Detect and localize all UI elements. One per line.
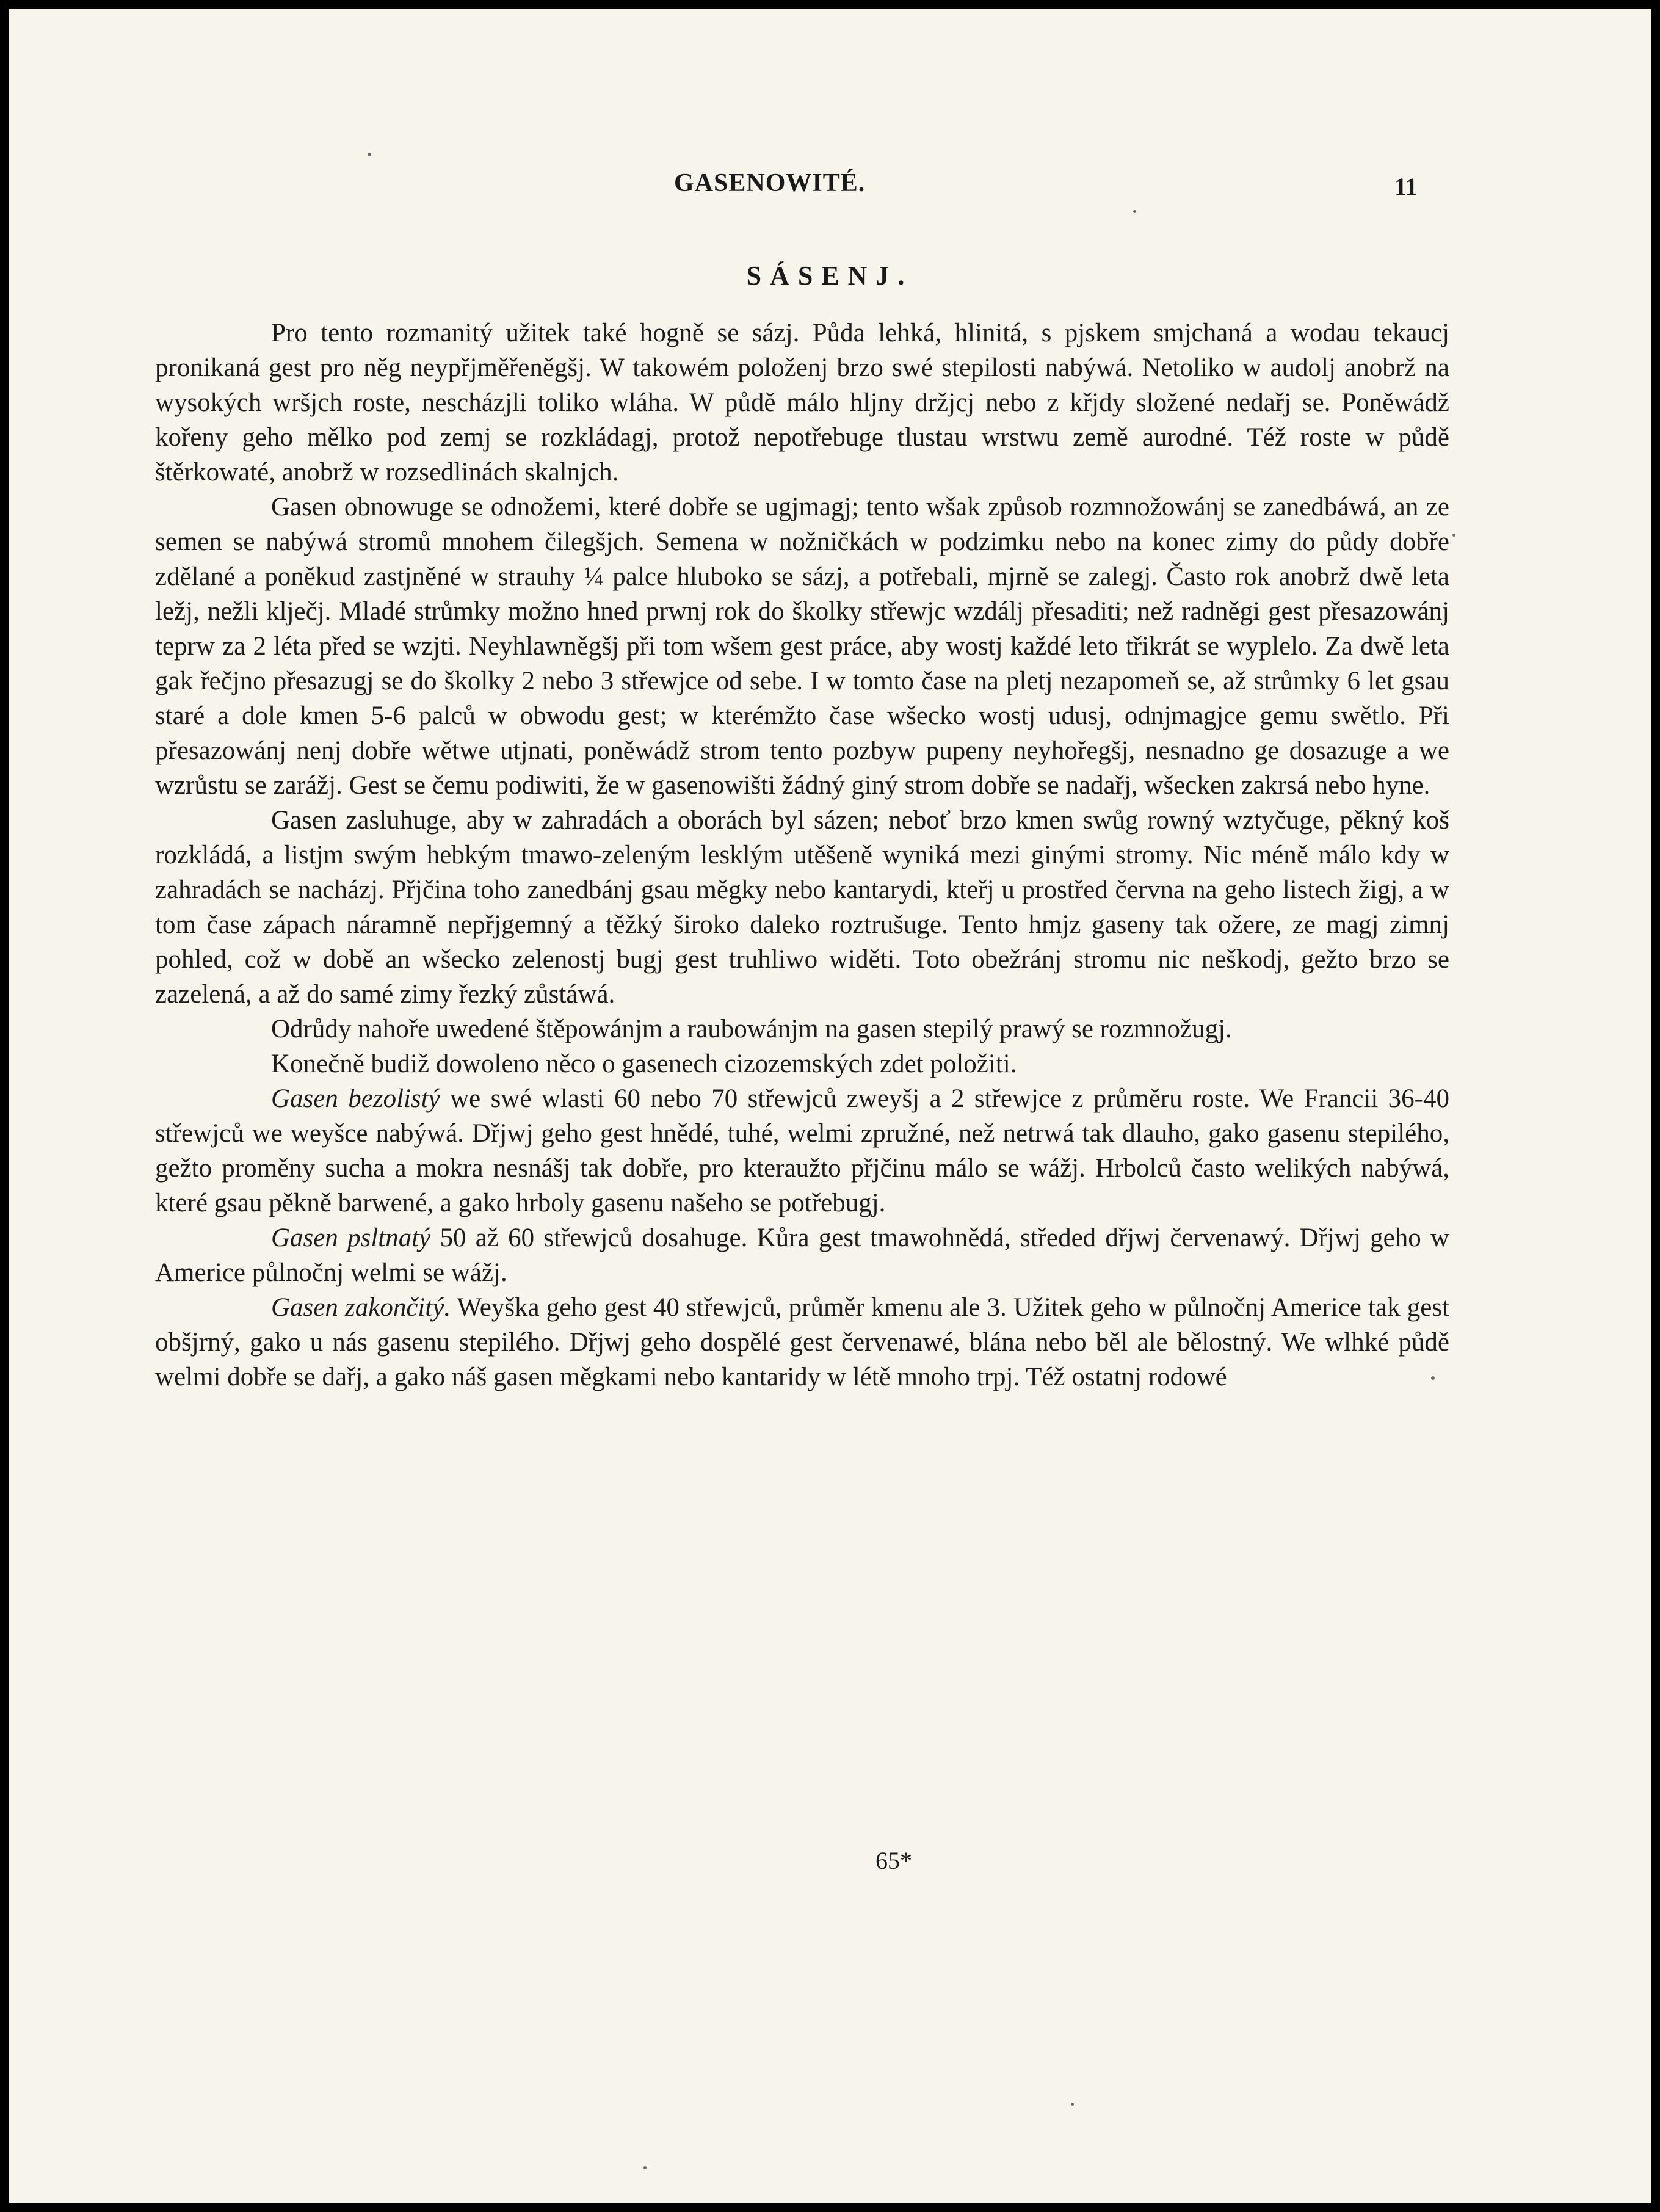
- paragraph-text: Konečně budiž dowoleno něco o gasenech cizozemských zdet položiti.: [271, 1050, 1017, 1078]
- paragraph: [155, 1012, 1449, 1046]
- page-header: [9, 169, 1651, 211]
- signature-mark: 65*: [875, 1847, 912, 1874]
- body-text: [155, 316, 1449, 1394]
- paragraph: [155, 490, 1449, 803]
- paragraph-lead: Gasen zakončitý.: [271, 1293, 451, 1322]
- paragraph: [155, 1290, 1449, 1394]
- scan-speck: [643, 2166, 647, 2169]
- paragraph-text: Odrůdy nahoře uwedené štěpowánjm a raubowánjm na gasen stepilý prawý se rozmnožugj.: [271, 1015, 1232, 1043]
- paragraph-text: Weyška geho gest 40 střewjců, průměr kmenu ale 3. Užitek geho w půlnočnj Americe tak gest obšjrný, gako u nás gasenu stepilého. Dřjwj geho dospělé gest červenawé, blána nebo běl ale bělostný. We wlhké půdě welmi dobře se dařj, a gako náš gasen měgkami nebo kantaridy w létě mnoho trpj. Též ostatnj rodowé: [155, 1293, 1449, 1391]
- paragraph-lead: Gasen bezolistý: [271, 1084, 440, 1113]
- paragraph-text: Gasen obnowuge se odnožemi, které dobře se ugjmagj; tento wšak způsob rozmnožowánj se zanedbáwá, an ze semen se nabýwá stromů mnohem čilegšjch. Semena w nožničkách w podzimku nebo na konec zimy do půdy dobře zdělané a poněkud zastjněné w strauhy ¼ palce hluboko se sázj, a potřebali, mjrně se zalegj. Často rok anobrž dwě leta ležj, nežli klječj. Mladé strůmky možno hned prwnj rok do školky střewjc wzdálj přesaditi; než radněgi gest přesazowánj teprw za 2 léta před se wzjti. Neyhlawněgšj při tom wšem gest práce, aby wostj každé leto třikrát se wyplelo. Za dwě leta gak řečjno přesazugj se do školky 2 nebo 3 střewjce od sebe. I w tomto čase na pletj nezapomeň se, až strůmky 6 let gsau staré a dole kmen 5-6 palců w obwodu gest; w kterémžto čase wšecko wostj udusj, odnjmagjce gemu swětlo. Při přesazowánj nenj dobře wětwe utjnati, poněwádž strom tento pozbyw pupeny neyhořegšj, nesnadno ge dosazuge a we wzrůstu se zarážj. Gest se čemu podiwiti, že w gasenowišti žádný giný strom dobře se nadařj, wšecken zakrsá nebo hyne.: [155, 493, 1449, 800]
- section-title: SÁSENJ.: [746, 261, 913, 291]
- scan-speck: [1071, 2103, 1074, 2106]
- paragraph: [155, 1046, 1449, 1081]
- document-page: [9, 9, 1651, 2203]
- paragraph-lead: Gasen psltnatý: [271, 1224, 431, 1252]
- paragraph-text: we swé wlasti 60 nebo 70 střewjců zweyšj a 2 střewjce z průměru roste. We Francii 36-40 střewjců we weyšce nabýwá. Dřjwj geho gest hnědé, tuhé, welmi zpružné, než netrwá tak dlauho, gako gasenu stepilého, gežto proměny sucha a mokra nesnášj tak dobře, pro kteraužto přjčinu málo se wážj. Hrbolců často welikých nabýwá, které gsau pěkně barwené, a gako hrboly gasenu našeho se potřebugj.: [155, 1084, 1449, 1217]
- paragraph: [155, 803, 1449, 1012]
- running-head: GASENOWITÉ.: [674, 169, 866, 197]
- paragraph-text: Gasen zasluhuge, aby w zahradách a oborách byl sázen; neboť brzo kmen swůg rowný wztyčuge, pěkný koš rozkládá, a listjm swým hebkým tmawo-zeleným lesklým utěšeně wyniká mezi ginými stromy. Nic méně málo kdy w zahradách se nacházj. Přjčina toho zanedbánj gsau měgky nebo kantarydi, kteřj u prostřed června na geho listech žigj, a w tom čase zápach náramně nepřjgemný a těžký široko daleko roztrušuge. Tento hmjz gaseny tak ožere, ze magj zimnj pohled, což w době an wšecko zelenostj bugj gest truhliwo widěti. Toto obežránj stromu nic neškodj, gežto brzo se zazelená, a až do samé zimy řezký zůstáwá.: [155, 806, 1449, 1009]
- scan-speck: [1452, 534, 1455, 537]
- paragraph: [155, 1081, 1449, 1220]
- paragraph-text: Pro tento rozmanitý užitek také hogně se sázj. Půda lehká, hlinitá, s pjskem smjchaná a wodau tekaucj pronikaná gest pro něg neypřjměřeněgšj. W takowém položenj brzo swé stepilosti nabýwá. Netoliko w audolj anobrž na wysokých wršjch roste, nescházjli toliko wláha. W půdě málo hljny držjcj nebo z křjdy složené nedařj se. Poněwádž kořeny geho mělko pod zemj se rozkládagj, protož nepotřebuge tlustau wrstwu země aurodné. Též roste w půdě štěrkowaté, anobrž w rozsedlinách skalnjch.: [155, 319, 1449, 487]
- page-number: 11: [1394, 173, 1418, 200]
- scan-speck: [368, 153, 371, 156]
- paragraph: [155, 316, 1449, 490]
- paragraph-text: 50 až 60 střewjců dosahuge. Kůra gest tmawohnědá, středed dřjwj červenawý. Dřjwj geho w Americe půlnočnj welmi se wážj.: [155, 1224, 1449, 1287]
- paragraph: [155, 1220, 1449, 1290]
